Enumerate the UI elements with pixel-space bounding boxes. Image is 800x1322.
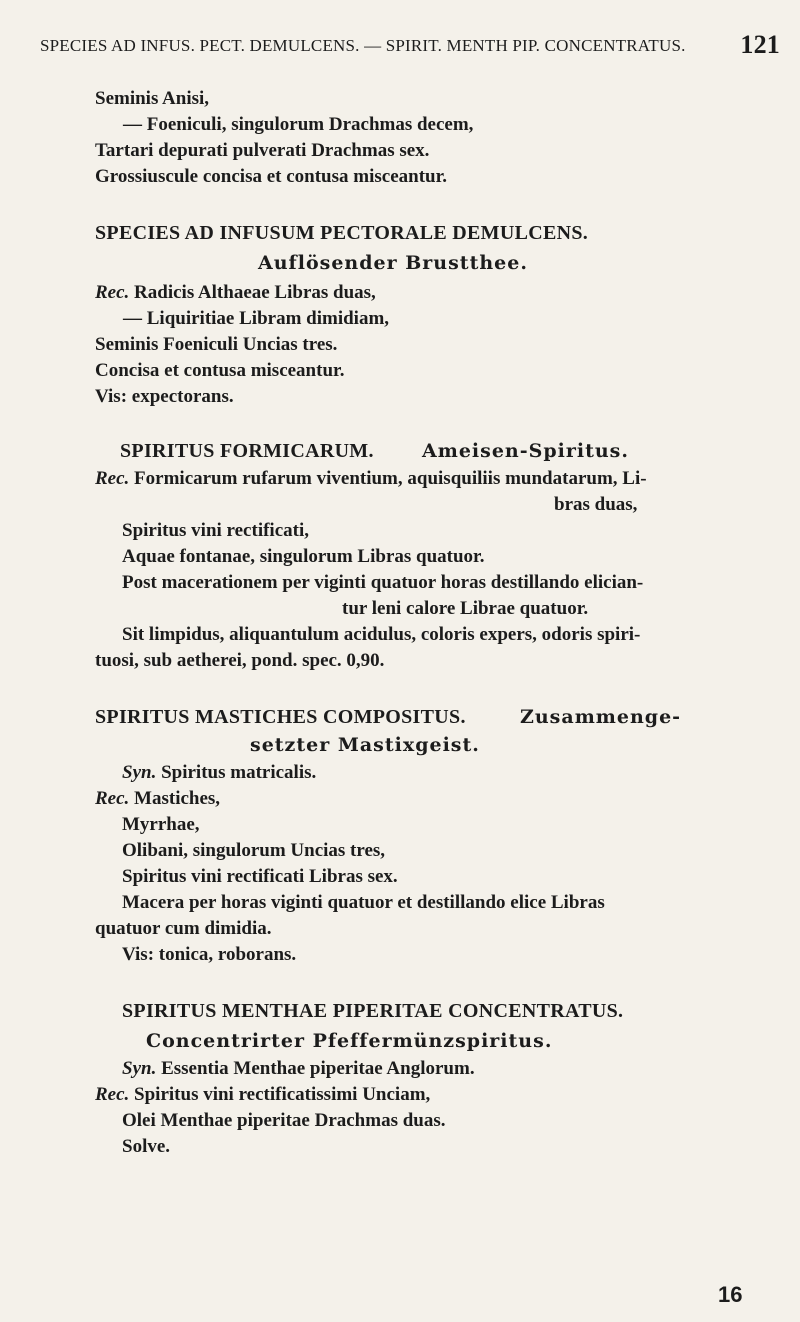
- text-line: [122, 572, 643, 594]
- section-heading: [95, 222, 588, 245]
- text-line: [123, 308, 389, 330]
- running-header: [40, 30, 780, 59]
- line-text: Olibani, singulorum Uncias tres,: [122, 840, 386, 861]
- abbrev-label: Syn.: [122, 762, 157, 783]
- section-heading: [95, 706, 466, 729]
- text-line: [95, 1084, 430, 1106]
- abbrev-label: Rec.: [95, 282, 130, 303]
- line-text: Spiritus vini rectificati Libras sex.: [122, 866, 398, 887]
- running-title: SPECIES AD INFUS. PECT. DEMULCENS. — SPIRIT. MENTH PIP. CONCENTRATUS.: [40, 36, 686, 55]
- line-text: Tartari depurati pulverati Drachmas sex.: [95, 140, 430, 161]
- line-text: Seminis Anisi,: [95, 88, 210, 109]
- line-text: SPIRITUS MENTHAE PIPERITAE CONCENTRATUS.: [122, 1000, 624, 1022]
- german-title: [250, 734, 480, 756]
- text-line: [122, 1058, 475, 1080]
- abbrev-label: Rec.: [95, 788, 130, 809]
- line-text: Spiritus matricalis.: [156, 762, 317, 783]
- german-title: [258, 252, 528, 274]
- text-line: [123, 114, 473, 136]
- line-text: Vis: expectorans.: [95, 386, 234, 407]
- text-line: [95, 386, 234, 408]
- line-text: Concisa et contusa misceantur.: [95, 360, 345, 381]
- line-text: Macera per horas viginti quatuor et destillando elice Libras: [122, 892, 605, 913]
- text-line: [554, 494, 637, 516]
- text-line: [122, 762, 316, 784]
- line-text: Vis: tonica, roborans.: [122, 944, 297, 965]
- text-line: [95, 140, 429, 162]
- line-text: — Foeniculi, singulorum Drachmas decem,: [123, 114, 474, 135]
- text-line: [122, 1136, 170, 1158]
- german-title: [520, 706, 681, 728]
- line-text: Auflösender Brustthee.: [258, 252, 528, 274]
- text-line: [122, 1110, 446, 1132]
- line-text: Radicis Althaeae Libras duas,: [129, 282, 376, 303]
- german-title: [422, 440, 629, 462]
- line-text: bras duas,: [554, 494, 638, 515]
- text-line: [95, 360, 344, 382]
- section-heading: [122, 1000, 623, 1023]
- line-text: quatuor cum dimidia.: [95, 918, 272, 939]
- line-text: Solve.: [122, 1136, 171, 1157]
- text-line: [122, 546, 484, 568]
- text-line: [122, 520, 309, 542]
- text-line: [95, 788, 220, 810]
- line-text: Spiritus vini rectificati,: [122, 520, 309, 541]
- line-text: setzter Mastixgeist.: [250, 734, 480, 756]
- page-number: 121: [740, 30, 780, 59]
- line-text: SPIRITUS MASTICHES COMPOSITUS.: [95, 706, 466, 728]
- line-text: Essentia Menthae piperitae Anglorum.: [156, 1058, 475, 1079]
- abbrev-label: Rec.: [95, 1084, 130, 1105]
- text-line: [122, 866, 398, 888]
- line-text: Sit limpidus, aliquantulum acidulus, coloris expers, odoris spiri-: [122, 624, 641, 645]
- line-text: SPIRITUS FORMICARUM.: [120, 440, 374, 462]
- line-text: Seminis Foeniculi Uncias tres.: [95, 334, 338, 355]
- line-text: Myrrhae,: [122, 814, 200, 835]
- line-text: tuosi, sub aetherei, pond. spec. 0,90.: [95, 650, 385, 671]
- text-line: [95, 166, 447, 188]
- line-text: Olei Menthae piperitae Drachmas duas.: [122, 1110, 446, 1131]
- line-text: Formicarum rufarum viventium, aquisquiliis mundatarum, Li-: [129, 468, 647, 489]
- signature-mark: 16: [718, 1282, 743, 1307]
- line-text: Grossiuscule concisa et contusa misceantur.: [95, 166, 448, 187]
- text-line: [122, 624, 640, 646]
- line-text: Spiritus vini rectificatissimi Unciam,: [129, 1084, 431, 1105]
- text-line: [122, 814, 200, 836]
- text-line: [95, 468, 647, 490]
- line-text: Zusammenge-: [520, 706, 682, 728]
- german-title: [146, 1030, 552, 1052]
- line-text: Aquae fontanae, singulorum Libras quatuor.: [122, 546, 485, 567]
- abbrev-label: Syn.: [122, 1058, 157, 1079]
- section-heading: [120, 440, 374, 463]
- text-line: [95, 88, 209, 110]
- abbrev-label: Rec.: [95, 468, 130, 489]
- line-text: SPECIES AD INFUSUM PECTORALE DEMULCENS.: [95, 222, 589, 244]
- text-line: [122, 892, 605, 914]
- line-text: tur leni calore Librae quatuor.: [342, 598, 589, 619]
- line-text: — Liquiritiae Libram dimidiam,: [123, 308, 390, 329]
- line-text: Mastiches,: [129, 788, 221, 809]
- text-line: [95, 918, 272, 940]
- text-line: [342, 598, 588, 620]
- line-text: Ameisen-Spiritus.: [422, 440, 629, 462]
- line-text: Concentrirter Pfeffermünzspiritus.: [146, 1030, 553, 1052]
- line-text: Post macerationem per viginti quatuor horas destillando elician-: [122, 572, 644, 593]
- text-line: [122, 944, 296, 966]
- text-line: [95, 282, 376, 304]
- text-line: [95, 650, 384, 672]
- text-line: [122, 840, 385, 862]
- text-line: [95, 334, 337, 356]
